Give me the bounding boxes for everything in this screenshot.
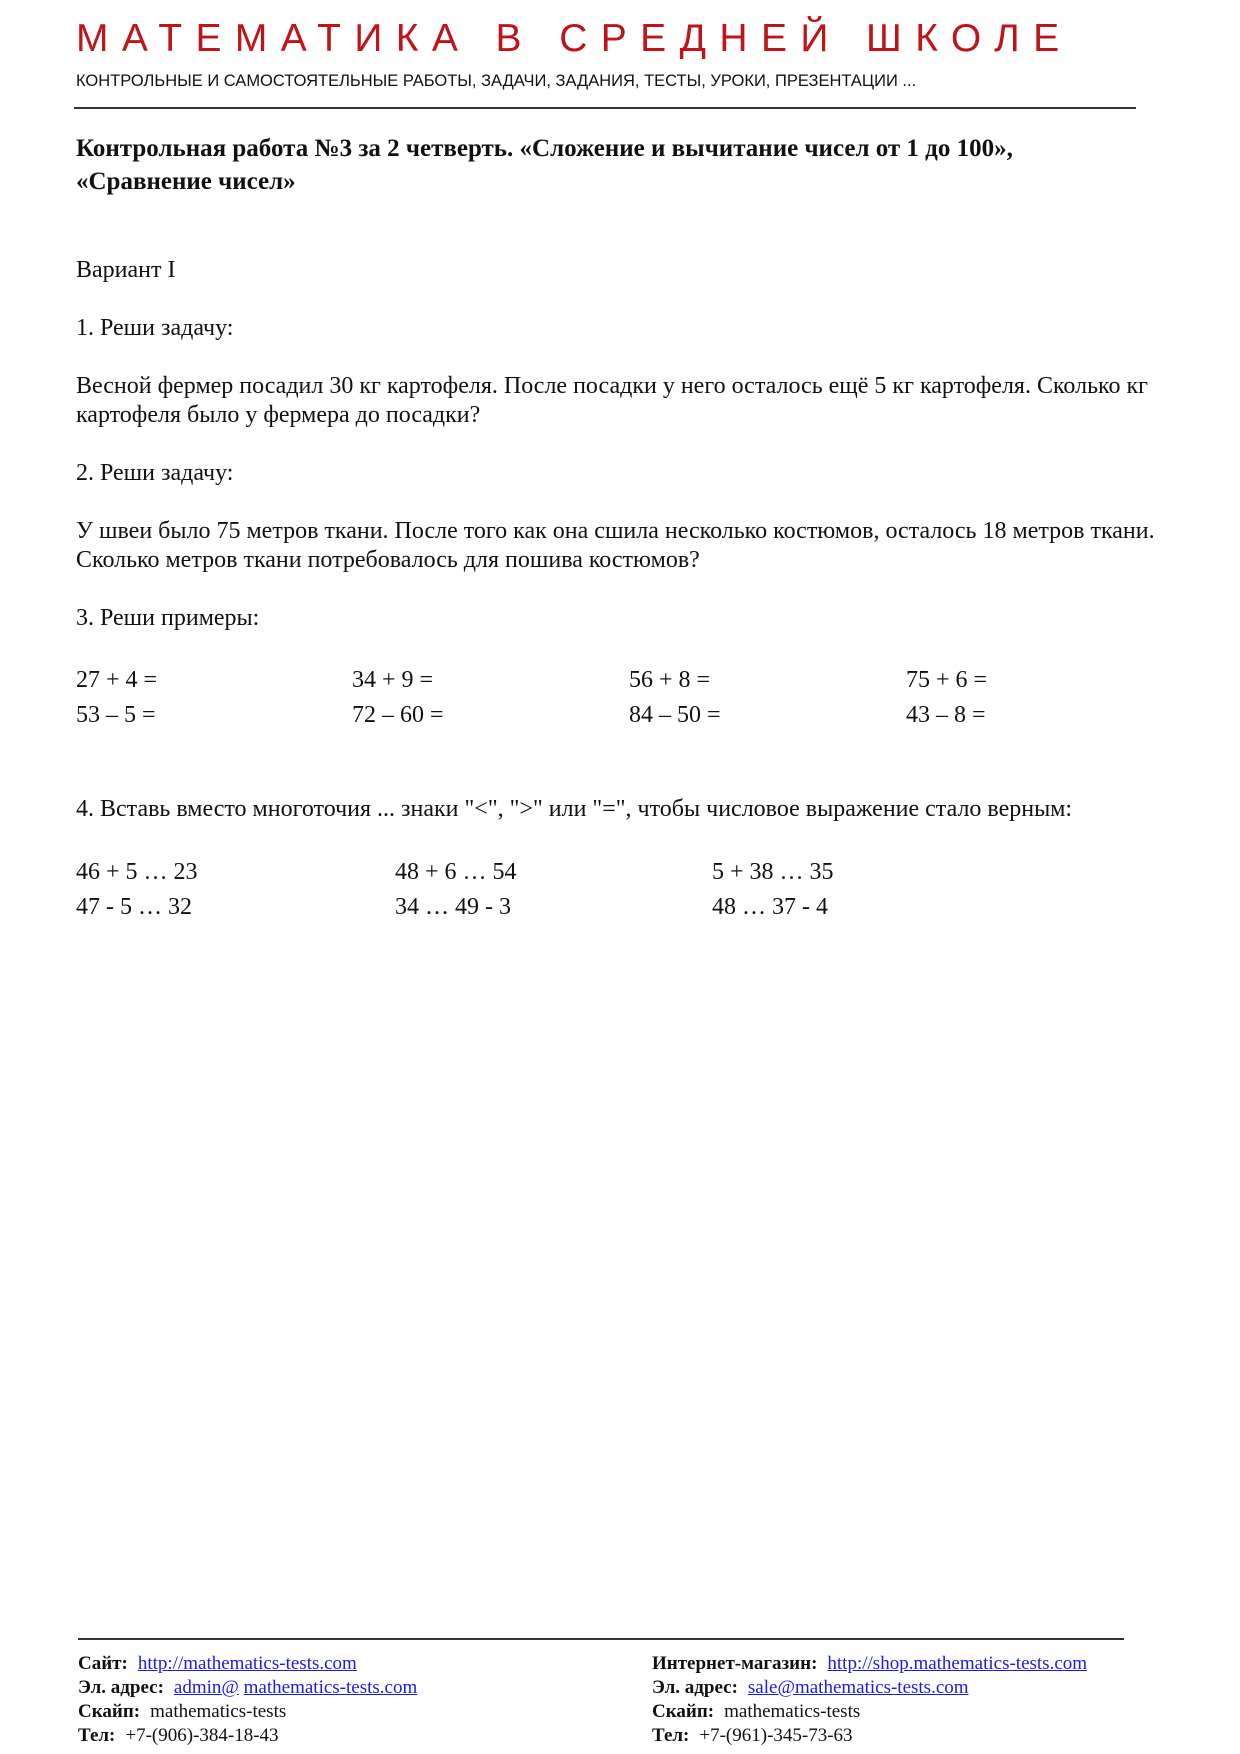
footer-site-label: Сайт: (78, 1653, 128, 1674)
task1-text: Весной фермер посадил 30 кг картофеля. После посадки у него осталось ещё 5 кг картофеля. Сколько кг картофеля было у фермера до посадки? (76, 373, 1148, 428)
footer-site (78, 1652, 357, 1676)
task2-heading: 2. Реши задачу: (76, 460, 234, 486)
footer-shop-email-label: Эл. адрес: (652, 1677, 738, 1698)
task3-example: 43 – 8 = (906, 702, 986, 728)
email-domain-link[interactable]: mathematics-tests.com (243, 1677, 418, 1698)
footer-phone-label: Тел: (78, 1725, 116, 1746)
footer-shop (652, 1652, 1087, 1676)
shop-email-user-link[interactable]: sale@ (747, 1677, 795, 1698)
footer-shop-skype-value: mathematics-tests (724, 1701, 861, 1722)
site-title: МАТЕМАТИКА В СРЕДНЕЙ ШКОЛЕ (76, 17, 1073, 60)
task3-example: 72 – 60 = (352, 702, 444, 728)
footer-skype-value: mathematics-tests (150, 1701, 287, 1722)
task4-comparison: 47 - 5 … 32 (76, 894, 192, 920)
footer-email-label: Эл. адрес: (78, 1677, 164, 1698)
shop-email-domain-link[interactable]: mathematics-tests.com (794, 1677, 969, 1698)
task4-comparison: 5 + 38 … 35 (712, 859, 834, 885)
page-title-line-2: «Сравнение чисел» (76, 168, 296, 195)
task1-heading: 1. Реши задачу: (76, 315, 234, 341)
page-title (76, 132, 1176, 198)
task4-comparison: 48 … 37 - 4 (712, 894, 828, 920)
site-subtitle: КОНТРОЛЬНЫЕ И САМОСТОЯТЕЛЬНЫЕ РАБОТЫ, ЗАДАЧИ, ЗАДАНИЯ, ТЕСТЫ, УРОКИ, ПРЕЗЕНТАЦИИ ... (76, 72, 917, 90)
email-user-link[interactable]: admin@ (173, 1677, 239, 1698)
footer-skype (78, 1700, 286, 1724)
task3-example: 75 + 6 = (906, 667, 988, 693)
task4-heading: 4. Вставь вместо многоточия ... знаки "<", ">" или "=", чтобы числовое выражение стало верным: (76, 796, 1073, 822)
footer-shop-skype-label: Скайп: (652, 1701, 715, 1722)
footer-shop-phone (652, 1724, 853, 1748)
page-title-line-1: Контрольная работа №3 за 2 четверть. «Сложение и вычитание чисел от 1 до 100», (76, 135, 1013, 162)
header-divider (74, 107, 1136, 109)
site-link[interactable]: http://mathematics-tests.com (137, 1653, 357, 1674)
footer-shop-skype (652, 1700, 860, 1724)
variant-label: Вариант I (76, 257, 176, 283)
footer-shop-phone-value: +7-(961)-345-73-63 (699, 1725, 853, 1746)
footer-phone (78, 1724, 279, 1748)
footer-divider (78, 1638, 1124, 1640)
task3-example: 53 – 5 = (76, 702, 156, 728)
footer-skype-label: Скайп: (78, 1701, 141, 1722)
footer-shop-phone-label: Тел: (652, 1725, 690, 1746)
task3-example: 27 + 4 = (76, 667, 158, 693)
task4-comparison: 48 + 6 … 54 (395, 859, 517, 885)
task3-example: 34 + 9 = (352, 667, 434, 693)
footer-shop-label: Интернет-магазин: (652, 1653, 818, 1674)
task2-text: У швеи было 75 метров ткани. После того как она сшила несколько костюмов, осталось 18 метров ткани. Сколько метров ткани потребовалось для пошива костюмов? (76, 518, 1155, 573)
shop-link[interactable]: http://shop.mathematics-tests.com (827, 1653, 1088, 1674)
task3-example: 56 + 8 = (629, 667, 711, 693)
footer-email (78, 1676, 417, 1700)
task4-comparison: 34 … 49 - 3 (395, 894, 511, 920)
footer-shop-email (652, 1676, 969, 1700)
footer-phone-value: +7-(906)-384-18-43 (125, 1725, 279, 1746)
task3-example: 84 – 50 = (629, 702, 721, 728)
task3-heading: 3. Реши примеры: (76, 605, 260, 631)
task4-comparison: 46 + 5 … 23 (76, 859, 198, 885)
